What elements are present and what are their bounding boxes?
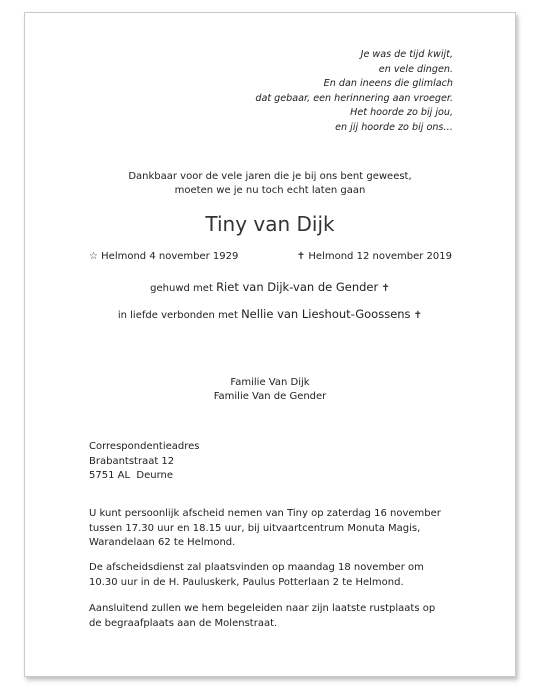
- cross-icon: ✝: [296, 251, 306, 262]
- intro-line: moeten we je nu toch echt laten gaan: [174, 184, 366, 196]
- paragraph-line: De afscheidsdienst zal plaatsvinden op maandag 18 november om: [89, 562, 424, 573]
- poem-line: dat gebaar, een herinnering aan vroeger.: [255, 92, 453, 104]
- partner-line: [0, 307, 540, 321]
- death-text: Helmond 12 november 2019: [308, 251, 452, 262]
- paragraph-line: tussen 17.30 uur en 18.15 uur, bij uitvaartcentrum Monuta Magis,: [89, 522, 421, 534]
- spouse-name: Riet van Dijk-van de Gender: [216, 280, 379, 294]
- service-paragraph: [89, 561, 424, 590]
- poem-line: En dan ineens die glimlach: [323, 78, 453, 89]
- correspondence-address: [89, 440, 200, 484]
- paragraph-line: Aansluitend zullen we hem begeleiden naar zijn laatste rustplaats op: [89, 603, 436, 614]
- death-date: [297, 250, 452, 263]
- intro-text: [0, 170, 540, 197]
- poem: [255, 48, 453, 135]
- spouse-prefix: gehuwd met: [150, 283, 213, 294]
- partner-name: Nellie van Lieshout-Goossens: [241, 307, 411, 321]
- cross-icon: ✝: [381, 283, 390, 294]
- burial-paragraph: [89, 602, 435, 631]
- spouse-line: [0, 280, 540, 294]
- poem-line: en vele dingen.: [378, 63, 453, 75]
- family-line: Familie Van Dijk: [230, 377, 310, 388]
- address-line: Correspondentieadres: [89, 441, 200, 452]
- birth-text: Helmond 4 november 1929: [101, 251, 239, 262]
- address-line: 5751 AL Deurne: [89, 470, 174, 481]
- poem-line: Je was de tijd kwijt,: [360, 49, 453, 60]
- deceased-name: Tiny van Dijk: [205, 212, 335, 236]
- partner-prefix: in liefde verbonden met: [117, 310, 238, 321]
- paragraph-line: de begraafplaats aan de Molenstraat.: [89, 617, 278, 629]
- birth-date: [89, 250, 238, 263]
- paragraph-line: Warandelaan 62 te Helmond.: [89, 537, 236, 548]
- cross-icon: ✝: [413, 310, 423, 321]
- intro-line: Dankbaar voor de vele jaren die je bij ons bent geweest,: [128, 171, 412, 182]
- family-line: Familie Van de Gender: [213, 390, 327, 402]
- star-icon: ☆: [89, 251, 98, 262]
- family-signature: [0, 376, 540, 403]
- paragraph-line: U kunt persoonlijk afscheid nemen van Tiny op zaterdag 16 november: [89, 508, 441, 519]
- poem-line: Het hoorde zo bij jou,: [350, 107, 453, 118]
- poem-line: en jij hoorde zo bij ons…: [335, 121, 453, 133]
- address-line: Brabantstraat 12: [89, 455, 175, 467]
- viewing-paragraph: [89, 507, 441, 551]
- paragraph-line: 10.30 uur in de H. Pauluskerk, Paulus Potterlaan 2 te Helmond.: [89, 576, 404, 588]
